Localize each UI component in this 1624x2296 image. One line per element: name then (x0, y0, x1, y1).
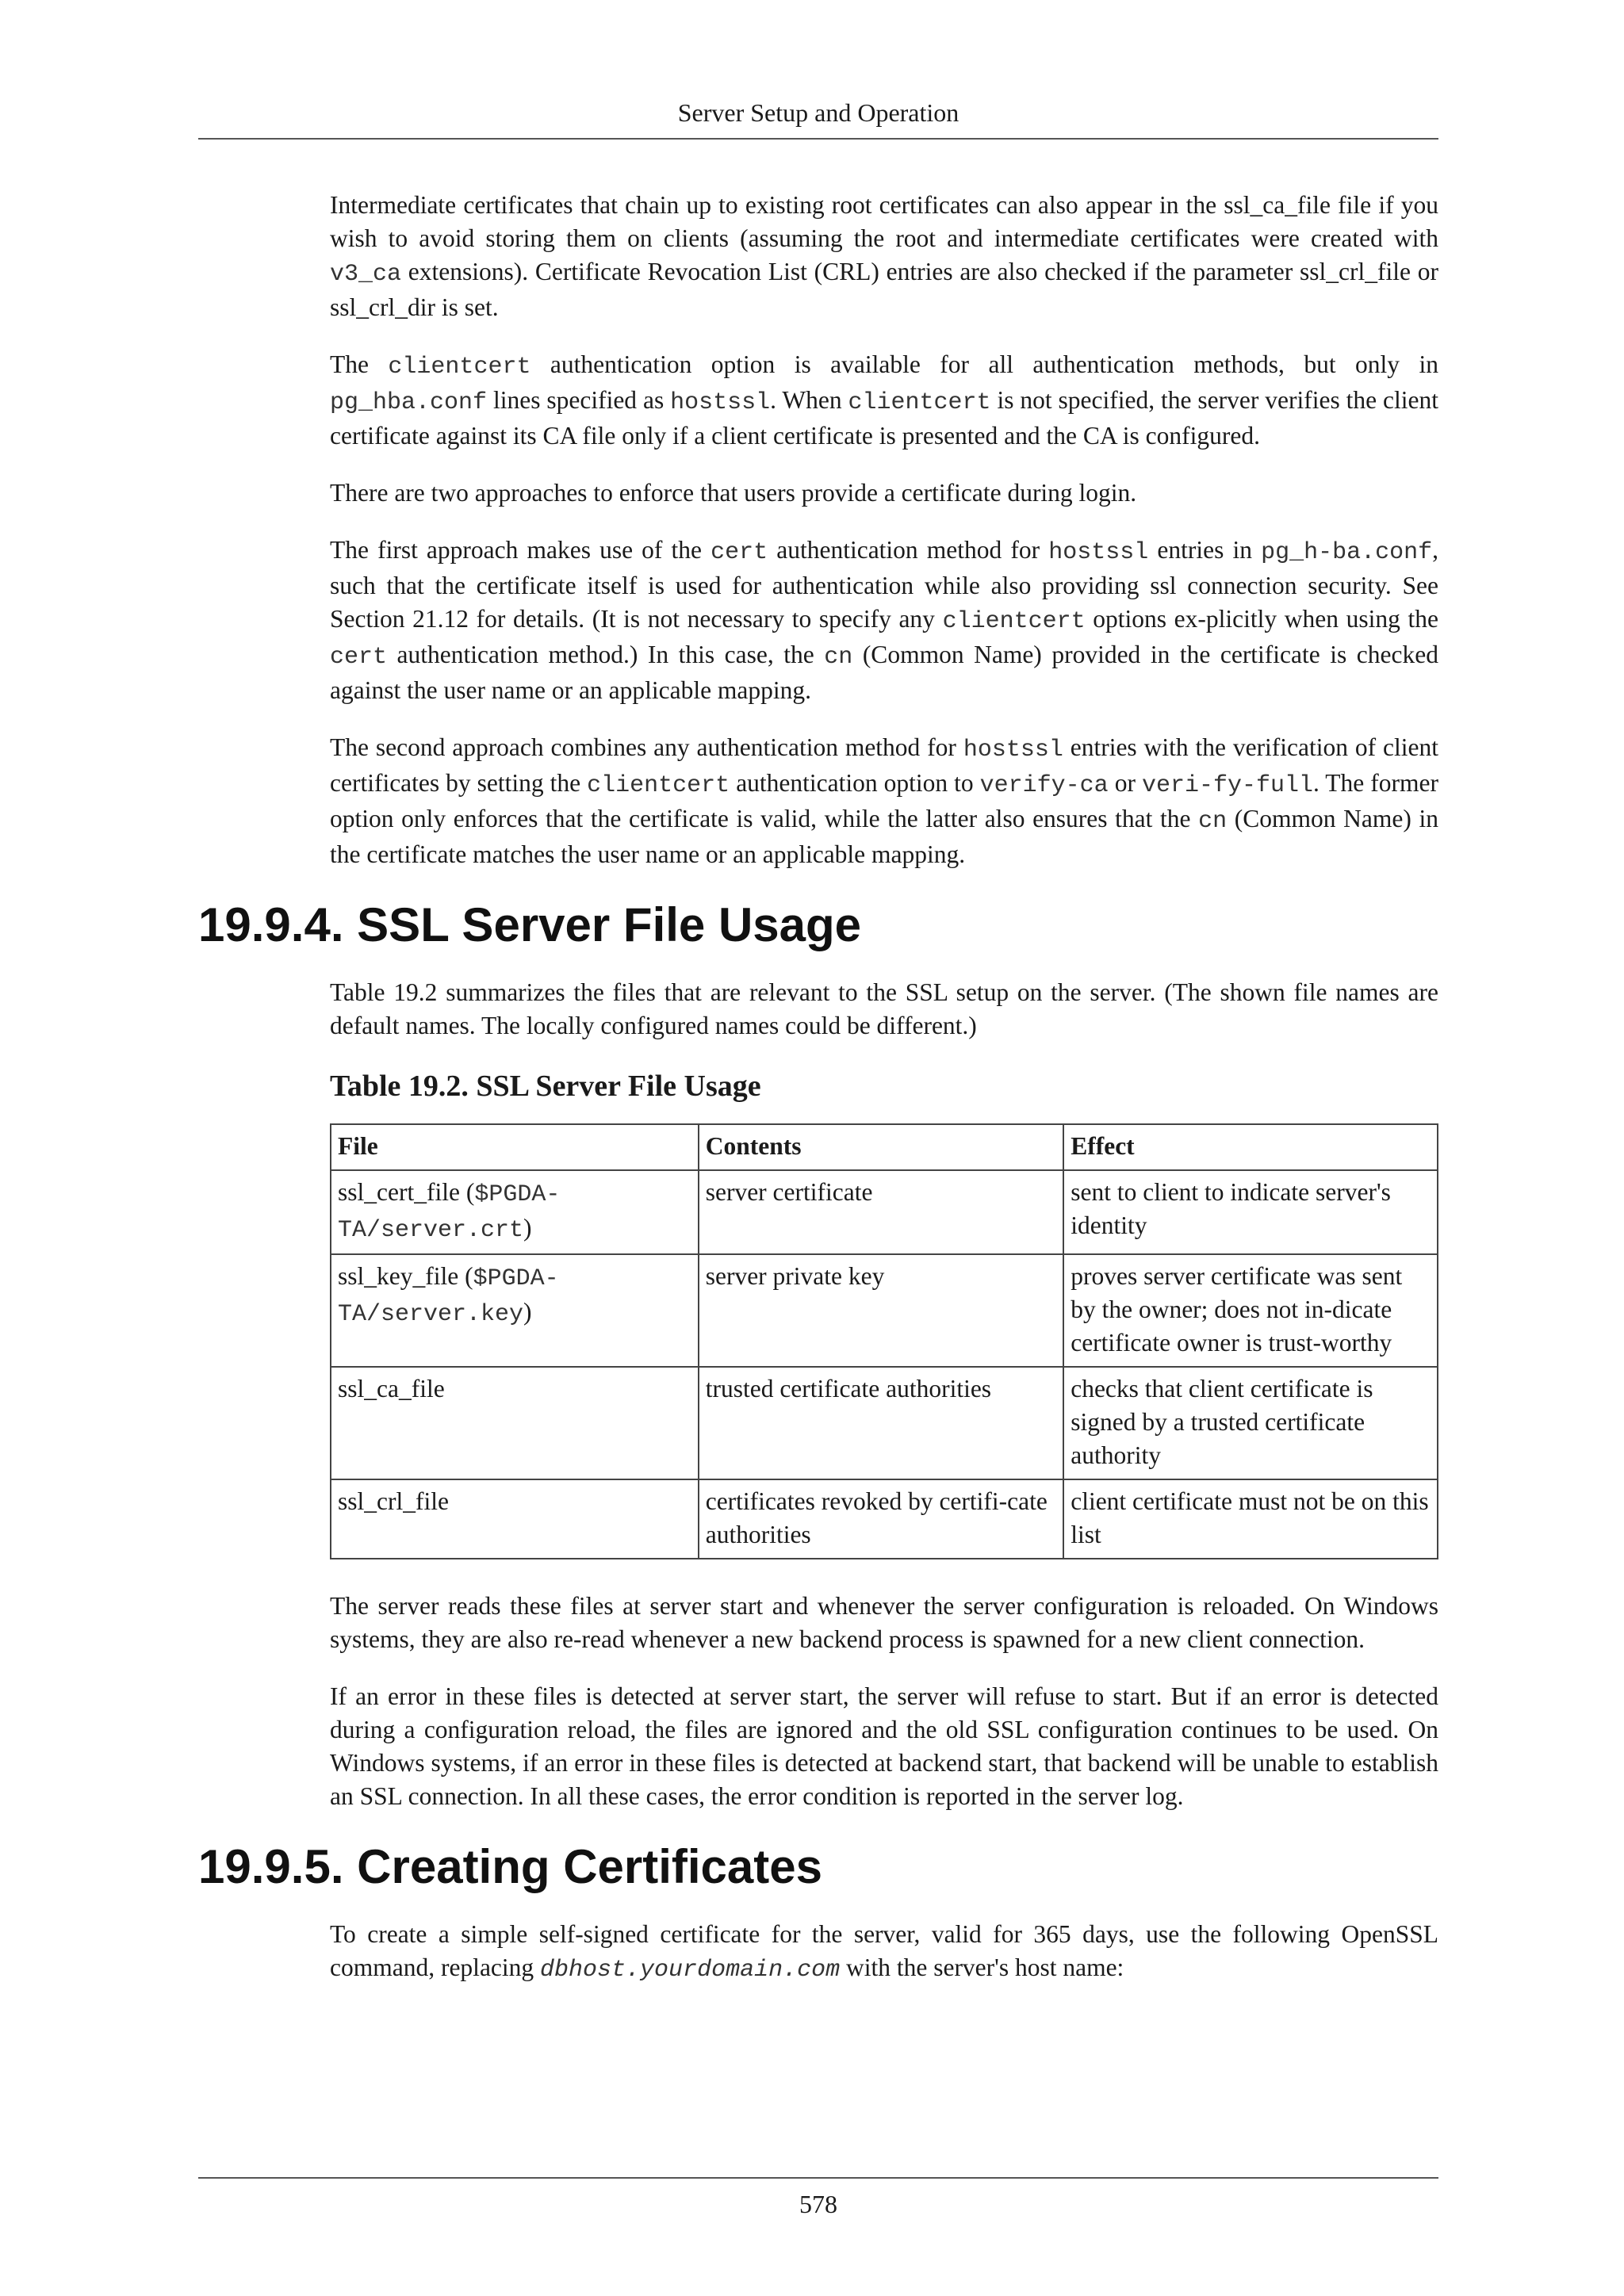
header-divider (198, 138, 1438, 140)
paragraph-intermediate-certificates: Intermediate certificates that chain up to existing root certificates can also appear in the ssl_ca_file file if you wish to avoid storing them on clients (assuming the root and intermediate certificates were created with v3_ca extensions). Certificate Revocation List (CRL) entries are also checked if the parameter ssl_crl_file or ssl_crl_dir is set. (330, 191, 1438, 321)
page-number: 578 (799, 2190, 837, 2218)
page-content (0, 189, 1624, 2011)
column-header-effect: Effect (1063, 1124, 1438, 1170)
cell-contents: server private key (699, 1254, 1064, 1367)
section-heading-ssl-server-file-usage: 19.9.4. SSL Server File Usage (198, 898, 862, 951)
inline-code: veri-fy-full (1141, 772, 1313, 799)
cell-file: ssl_crl_file (331, 1479, 699, 1559)
inline-code: cert (710, 539, 768, 566)
inline-code: cn (824, 644, 853, 671)
inline-code: $PGDA-TA/server.crt (338, 1181, 561, 1244)
section-heading-creating-certificates: 19.9.5. Creating Certificates (198, 1840, 823, 1893)
inline-code: hostssl (670, 389, 771, 416)
inline-code: $PGDA-TA/server.key (338, 1265, 559, 1328)
page-header: Server Setup and Operation (677, 98, 959, 127)
cell-effect: proves server certificate was sent by the owner; does not in-dicate certificate owner is trust-worthy (1063, 1254, 1438, 1367)
table-row (331, 1170, 1438, 1254)
inline-code: clientcert (942, 608, 1086, 635)
table-row (331, 1479, 1438, 1559)
inline-code-placeholder: dbhost.yourdomain.com (540, 1957, 841, 1984)
inline-code: v3_ca (330, 261, 402, 288)
ssl-server-file-usage-table (330, 1123, 1438, 1559)
table-header-row (331, 1124, 1438, 1170)
paragraph-two-approaches: There are two approaches to enforce that users provide a certificate during login. (330, 479, 1137, 507)
inline-code: hostssl (963, 737, 1063, 763)
cell-contents: server certificate (699, 1170, 1064, 1254)
table-row (331, 1254, 1438, 1367)
paragraph-create-certificate: To create a simple self-signed certificate for the server, valid for 365 days, use the following OpenSSL command, replacing dbhost.yourdomain.com with the server's host name: (330, 1920, 1438, 1984)
cell-contents: certificates revoked by certifi-cate authorities (699, 1479, 1064, 1559)
paragraph-first-approach: The first approach makes use of the cert authentication method for hostssl entries in pg_h-ba.conf, such that the certificate itself is used for authentication while also providing ssl connection security. See Section 21.12 for details. (It is not necessary to specify any clientcert options ex-plicitly when using the cert authentication method.) In this case, the cn (Common Name) provided in the certificate is checked against the user name or an applicable mapping. (330, 536, 1439, 704)
inline-code: cert (330, 644, 388, 671)
inline-code: cn (1198, 808, 1228, 835)
inline-code: pg_h-ba.conf (1261, 539, 1433, 566)
cell-effect: checks that client certificate is signed by a trusted certificate authority (1063, 1367, 1438, 1479)
column-header-file: File (331, 1124, 699, 1170)
table-title: Table 19.2. SSL Server File Usage (330, 1070, 761, 1103)
inline-code: clientcert (388, 354, 531, 381)
cell-file: ssl_key_file ($PGDA-TA/server.key) (331, 1254, 699, 1367)
cell-effect: sent to client to indicate server's identity (1063, 1170, 1438, 1254)
inline-code: hostssl (1048, 539, 1149, 566)
cell-effect: client certificate must not be on this list (1063, 1479, 1438, 1559)
paragraph-server-reads-files: The server reads these files at server start and whenever the server configuration is reloaded. On Windows systems, they are also re-read whenever a new backend process is spawned for a new client connection. (330, 1592, 1438, 1653)
column-header-contents: Contents (699, 1124, 1064, 1170)
cell-file: ssl_cert_file ($PGDA-TA/server.crt) (331, 1170, 699, 1254)
paragraph-second-approach: The second approach combines any authentication method for hostssl entries with the verification of client certificates by setting the clientcert authentication option to verify-ca or veri-fy-full. The former option only enforces that the certificate is valid, while the latter also ensures that the cn (Common Name) in the certificate matches the user name or an applicable mapping. (330, 733, 1438, 868)
paragraph-table-summary: Table 19.2 summarizes the files that are relevant to the SSL setup on the server. (The shown file names are default names. The locally configured names could be different.) (330, 978, 1438, 1039)
table-row (331, 1367, 1438, 1479)
cell-file: ssl_ca_file (331, 1367, 699, 1479)
paragraph-error-handling: If an error in these files is detected at server start, the server will refuse to start. But if an error is detected during a configuration reload, the files are ignored and the old SSL configuration continues to be used. On Windows systems, if an error in these files is detected at backend start, that backend will be unable to establish an SSL connection. In all these cases, the error condition is reported in the server log. (330, 1682, 1438, 1810)
inline-code: clientcert (587, 772, 730, 799)
footer-divider (198, 2177, 1438, 2179)
inline-code: clientcert (848, 389, 991, 416)
paragraph-clientcert-option: The clientcert authentication option is available for all authentication methods, but only in pg_hba.conf lines specified as hostssl. When clientcert is not specified, the server verifies the client certificate against its CA file only if a client certificate is presented and the CA is configured. (330, 350, 1438, 450)
cell-contents: trusted certificate authorities (699, 1367, 1064, 1479)
inline-code: pg_hba.conf (330, 389, 488, 416)
inline-code: verify-ca (979, 772, 1109, 799)
